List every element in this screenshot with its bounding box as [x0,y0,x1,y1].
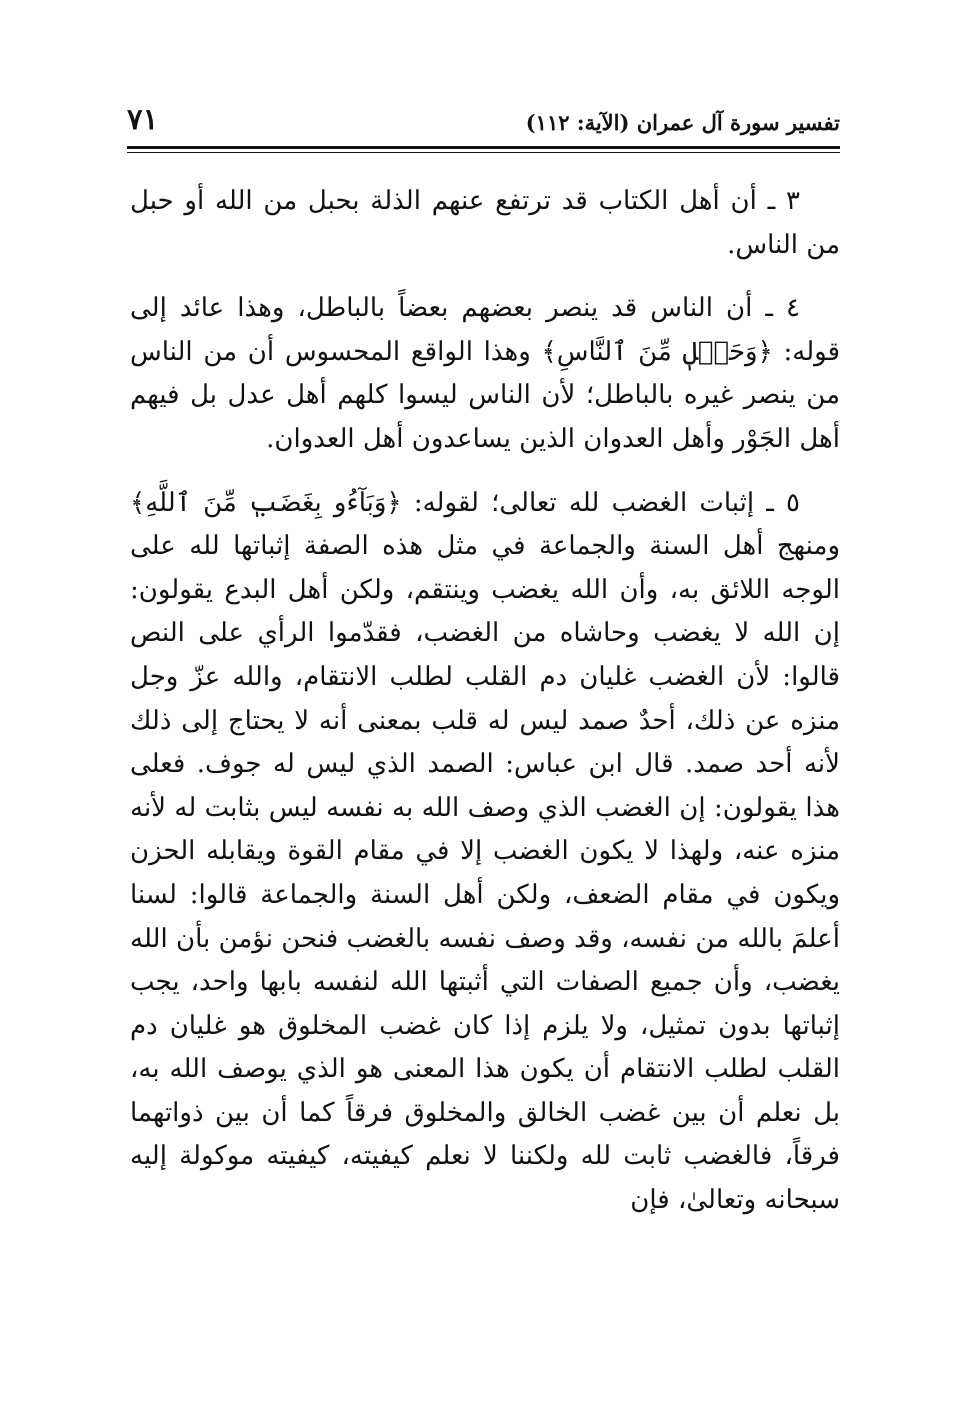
header-rule-thick [127,146,840,149]
header-rule-thin [127,152,840,153]
body-text [130,180,840,1223]
running-header-title: تفسير سورة آل عمران (الآية: ١١٢) [525,110,840,135]
paragraph-point-3: ٣ ـ أن أهل الكتاب قد ترتفع عنهم الذلة بحبل من الله أو حبل من الناس. [130,186,840,260]
paragraph-point-5: ٥ ـ إثبات الغضب لله تعالى؛ لقوله: ﴿وَبَآءُو بِغَضَبٖ مِّنَ ٱللَّهِ﴾ ومنهج أهل السنة والجماعة في مثل هذه الصفة إثباتها لله على الوجه اللائق به، وأن الله يغضب وينتقم، ولكن أهل البدع يقولون: إن الله لا يغضب وحاشاه من الغضب، فقدّموا الرأي على النص قالوا: لأن الغضب غليان دم القلب لطلب الانتقام، والله عزّ وجل منزه عن ذلك، أحدٌ صمد ليس له قلب بمعنى أنه لا يحتاج إلى ذلك لأنه أحد صمد. قال ابن عباس: الصمد الذي ليس له جوف. فعلى هذا يقولون: إن الغضب الذي وصف الله به نفسه ليس بثابت له لأنه منزه عنه، ولهذا لا يكون الغضب إلا في مقام القوة ويقابله الحزن ويكون في مقام الضعف، ولكن أهل السنة والجماعة قالوا: لسنا أعلمَ بالله من نفسه، وقد وصف نفسه بالغضب فنحن نؤمن بأن الله يغضب، وأن جميع الصفات التي أثبتها الله لنفسه بابها واحد، يجب إثباتها بدون تمثيل، ولا يلزم إذا كان غضب المخلوق هو غليان دم القلب لطلب الانتقام أن يكون هذا المعنى هو الذي يوصف الله به، بل نعلم أن بين غضب الخالق والمخلوق فرقاً كما أن بين ذواتهما فرقاً، فالغضب ثابت لله ولكننا لا نعلم كيفيته، كيفيته موكولة إليه سبحانه وتعالىٰ، فإن [130,487,840,1216]
page-number: ٧١ [127,102,159,136]
running-header [127,100,840,144]
paragraph-point-4: ٤ ـ أن الناس قد ينصر بعضهم بعضاً بالباطل، وهذا عائد إلى قوله: ﴿وَحَبۡلٖ مِّنَ ٱلنَّاسِ﴾ وهذا الواقع المحسوس أن من الناس من ينصر غيره بالباطل؛ لأن الناس ليسوا كلهم أهل عدل بل فيهم أهل الجَوْر وأهل العدوان الذين يساعدون أهل العدوان. [130,293,841,454]
